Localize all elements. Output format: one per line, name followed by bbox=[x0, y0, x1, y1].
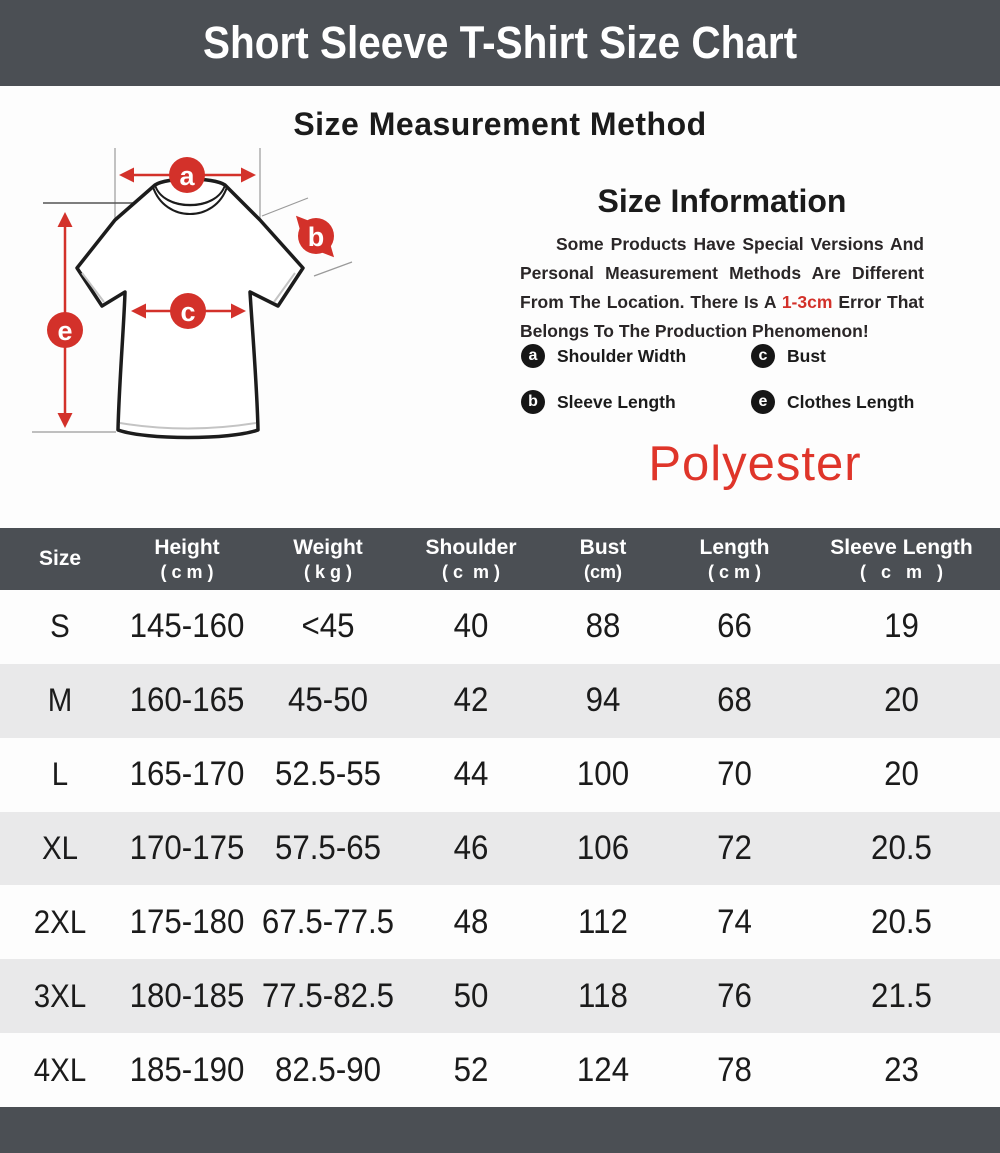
title-bar bbox=[0, 0, 1000, 86]
bust-cell: 106 bbox=[576, 829, 630, 867]
shoulder-cell: 50 bbox=[453, 976, 489, 1015]
size-information-heading: Size Information bbox=[597, 183, 847, 219]
weight-cell: 67.5-77.5 bbox=[261, 902, 395, 941]
marker-a-letter: a bbox=[179, 161, 195, 191]
measurement-legend bbox=[521, 344, 941, 414]
legend-label: Sleeve Length bbox=[557, 391, 676, 412]
sleeve-length-cell: 19 bbox=[884, 607, 919, 646]
tshirt-measurement-diagram bbox=[30, 140, 480, 470]
length-cell: 74 bbox=[717, 902, 752, 941]
size-cell: 2XL bbox=[33, 903, 87, 940]
table-row-2xl bbox=[0, 885, 1000, 959]
sleeve-length-cell: 20.5 bbox=[871, 902, 932, 941]
legend-item-bust bbox=[751, 344, 941, 368]
section-heading: Size Measurement Method bbox=[293, 106, 707, 142]
size-information-text bbox=[520, 230, 924, 346]
length-cell: 76 bbox=[717, 976, 752, 1015]
bust-cell: 88 bbox=[585, 607, 621, 646]
table-row-m bbox=[0, 664, 1000, 738]
shoulder-cell: 48 bbox=[453, 902, 489, 941]
col-header-sleeve-length: Sleeve Length ( c m ) bbox=[830, 535, 973, 582]
measure-b-sleeve-length bbox=[298, 218, 334, 255]
size-cell: S bbox=[50, 608, 70, 645]
size-cell: XL bbox=[41, 830, 78, 866]
measure-e-clothes-length bbox=[47, 215, 83, 425]
col-header-size: Size bbox=[38, 547, 82, 570]
weight-cell: 82.5-90 bbox=[274, 1050, 382, 1089]
length-cell: 70 bbox=[717, 755, 752, 794]
height-cell: 175-180 bbox=[129, 902, 245, 941]
size-table-body bbox=[0, 590, 1000, 1107]
col-header-bust: Bust (cm) bbox=[579, 535, 627, 582]
size-table bbox=[0, 528, 1000, 1153]
length-cell: 66 bbox=[717, 607, 752, 646]
weight-cell: <45 bbox=[301, 607, 355, 646]
table-row-s bbox=[0, 590, 1000, 664]
shoulder-cell: 44 bbox=[453, 755, 489, 794]
length-cell: 72 bbox=[717, 829, 752, 867]
table-row-3xl bbox=[0, 959, 1000, 1033]
sleeve-length-cell: 20.5 bbox=[871, 829, 932, 867]
table-row-xl bbox=[0, 812, 1000, 886]
weight-cell: 57.5-65 bbox=[274, 829, 382, 867]
page-title: Short Sleeve T-Shirt Size Chart bbox=[202, 17, 798, 68]
legend-item-shoulder-width bbox=[521, 344, 751, 368]
legend-item-sleeve-length bbox=[521, 390, 751, 414]
size-info-error-range: 1-3cm bbox=[781, 292, 833, 312]
table-row-4xl bbox=[0, 1033, 1000, 1107]
bust-cell: 112 bbox=[578, 902, 628, 941]
marker-b-letter: b bbox=[307, 222, 325, 252]
shoulder-cell: 52 bbox=[453, 1050, 489, 1089]
bust-cell: 124 bbox=[576, 1050, 630, 1089]
legend-label: Shoulder Width bbox=[557, 345, 687, 366]
length-cell: 78 bbox=[717, 1050, 752, 1089]
size-cell: M bbox=[47, 682, 73, 719]
height-cell: 145-160 bbox=[129, 607, 245, 646]
bust-cell: 118 bbox=[578, 976, 628, 1015]
size-info-text-before: Some Products Have Special Versions And Personal Measurement Methods Are Different From The Location. There Is A bbox=[520, 234, 924, 312]
sleeve-length-cell: 20 bbox=[884, 755, 919, 794]
legend-a-icon: a bbox=[521, 344, 545, 368]
size-information bbox=[520, 183, 924, 346]
col-header-shoulder: Shoulder ( c m ) bbox=[425, 535, 517, 582]
height-cell: 165-170 bbox=[129, 755, 245, 794]
legend-label: Bust bbox=[787, 345, 826, 366]
marker-e-letter: e bbox=[57, 316, 73, 346]
length-cell: 68 bbox=[717, 681, 752, 720]
measure-a-shoulder-width bbox=[122, 157, 253, 193]
weight-cell: 77.5-82.5 bbox=[261, 976, 395, 1015]
size-cell: L bbox=[51, 756, 69, 793]
size-table-header bbox=[0, 528, 1000, 590]
footer-bar bbox=[0, 1107, 1000, 1153]
size-cell: 3XL bbox=[33, 977, 87, 1014]
col-header-length: Length ( c m ) bbox=[699, 535, 770, 582]
table-row-l bbox=[0, 738, 1000, 812]
size-cell: 4XL bbox=[33, 1051, 87, 1088]
shoulder-cell: 42 bbox=[453, 681, 489, 720]
marker-c-letter: c bbox=[180, 297, 196, 327]
sleeve-guide-top bbox=[262, 198, 308, 216]
height-cell: 180-185 bbox=[129, 976, 245, 1015]
height-cell: 185-190 bbox=[129, 1050, 245, 1089]
legend-c-icon: c bbox=[751, 344, 775, 368]
bust-cell: 94 bbox=[585, 681, 621, 720]
height-cell: 160-165 bbox=[129, 681, 245, 720]
legend-label: Clothes Length bbox=[787, 391, 915, 412]
col-header-weight: Weight ( k g ) bbox=[293, 535, 363, 582]
material-label: Polyester bbox=[648, 437, 862, 491]
shoulder-cell: 40 bbox=[453, 607, 489, 646]
weight-cell: 52.5-55 bbox=[274, 755, 382, 794]
height-cell: 170-175 bbox=[129, 829, 245, 867]
legend-b-icon: b bbox=[521, 390, 545, 414]
weight-cell: 45-50 bbox=[287, 681, 369, 720]
size-info-text-after: Error That Belongs To The Production Phenomenon! bbox=[520, 292, 924, 341]
sleeve-length-cell: 21.5 bbox=[871, 976, 932, 1015]
legend-item-clothes-length bbox=[751, 390, 941, 414]
sleeve-length-cell: 20 bbox=[884, 681, 919, 720]
bust-cell: 100 bbox=[576, 755, 630, 794]
shoulder-cell: 46 bbox=[453, 829, 489, 867]
legend-e-icon: e bbox=[751, 390, 775, 414]
col-header-height: Height ( c m ) bbox=[154, 535, 220, 582]
sleeve-guide-bottom bbox=[314, 262, 352, 276]
sleeve-length-cell: 23 bbox=[884, 1050, 919, 1089]
